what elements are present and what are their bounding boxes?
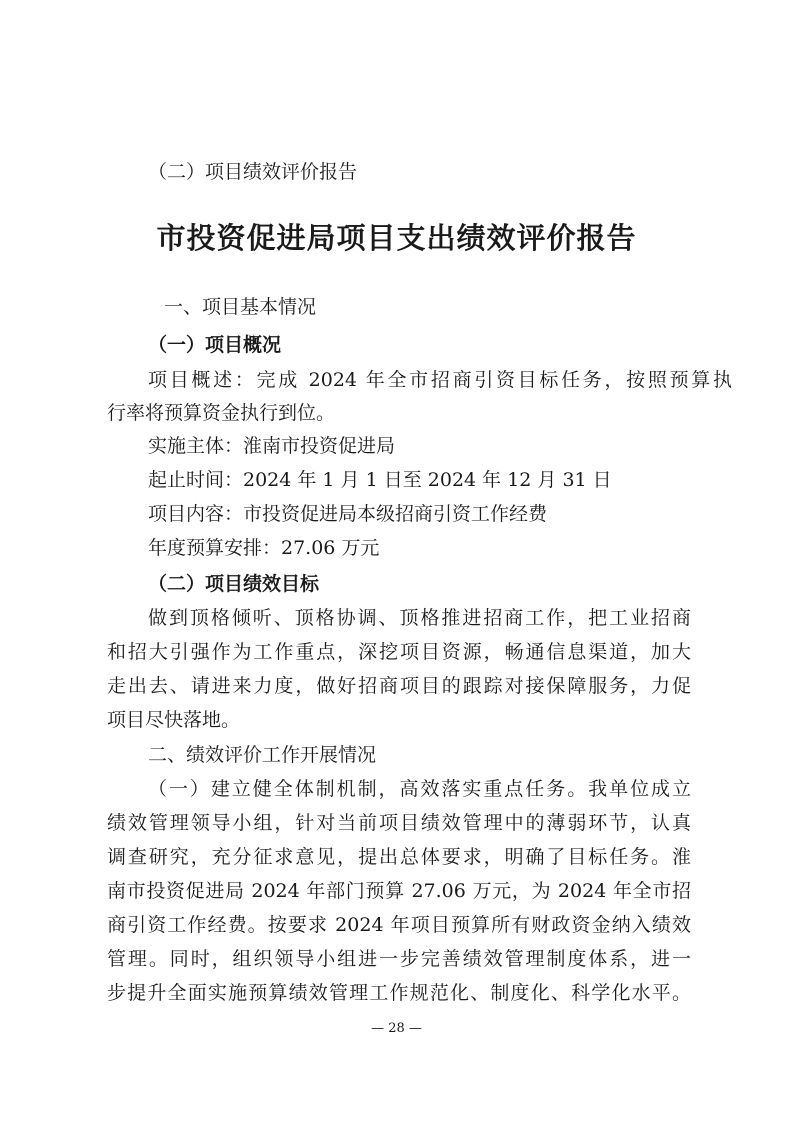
goals-text-line: 和招大引强作为工作重点，深挖项目资源，畅通信息渠道，加大 xyxy=(107,641,691,663)
section-label: （二）项目绩效评价报告 xyxy=(148,161,358,183)
section-heading-1: 一、项目基本情况 xyxy=(164,296,317,318)
goals-text-line: 做到顶格倾听、顶格协调、顶格推进招商工作，把工业招商 xyxy=(148,607,691,629)
overview-text-line: 行率将预算资金执行到位。 xyxy=(107,402,336,424)
evaluation-text-line: 绩效管理领导小组，针对当前项目绩效管理中的薄弱环节，认真 xyxy=(107,812,691,834)
evaluation-text-line: 步提升全面实施预算绩效管理工作规范化、制度化、科学化水平。 xyxy=(107,982,691,1004)
subsection-heading-overview: （一）项目概况 xyxy=(148,334,282,356)
evaluation-text-line: （一）建立健全体制机制，高效落实重点任务。我单位成立 xyxy=(148,778,691,800)
subsection-heading-goals: （二）项目绩效目标 xyxy=(148,573,320,595)
content-line: 项目内容：市投资促进局本级招商引资工作经费 xyxy=(148,503,548,525)
implementer-line: 实施主体：淮南市投资促进局 xyxy=(148,435,396,457)
evaluation-text-line: 管理。同时，组织领导小组进一步完善绩效管理制度体系，进一 xyxy=(107,948,691,970)
page-title: 市投资促进局项目支出绩效评价报告 xyxy=(156,221,637,255)
goals-text-line: 项目尽快落地。 xyxy=(107,709,241,731)
evaluation-text-line: 商引资工作经费。按要求 2024 年项目预算所有财政资金纳入绩效 xyxy=(107,914,691,936)
evaluation-text-line: 南市投资促进局 2024 年部门预算 27.06 万元，为 2024 年全市招 xyxy=(107,880,691,902)
page-number: — 28 — xyxy=(371,1021,422,1036)
section-heading-2: 二、绩效评价工作开展情况 xyxy=(148,744,377,766)
overview-text-line: 项目概述：完成 2024 年全市招商引资目标任务，按照预算执 xyxy=(148,369,732,391)
evaluation-text-line: 调查研究，充分征求意见，提出总体要求，明确了目标任务。淮 xyxy=(107,846,691,868)
goals-text-line: 走出去、请进来力度，做好招商项目的跟踪对接保障服务，力促 xyxy=(107,675,691,697)
period-line: 起止时间：2024 年 1 月 1 日至 2024 年 12 月 31 日 xyxy=(148,469,612,491)
budget-line: 年度预算安排：27.06 万元 xyxy=(148,537,380,559)
